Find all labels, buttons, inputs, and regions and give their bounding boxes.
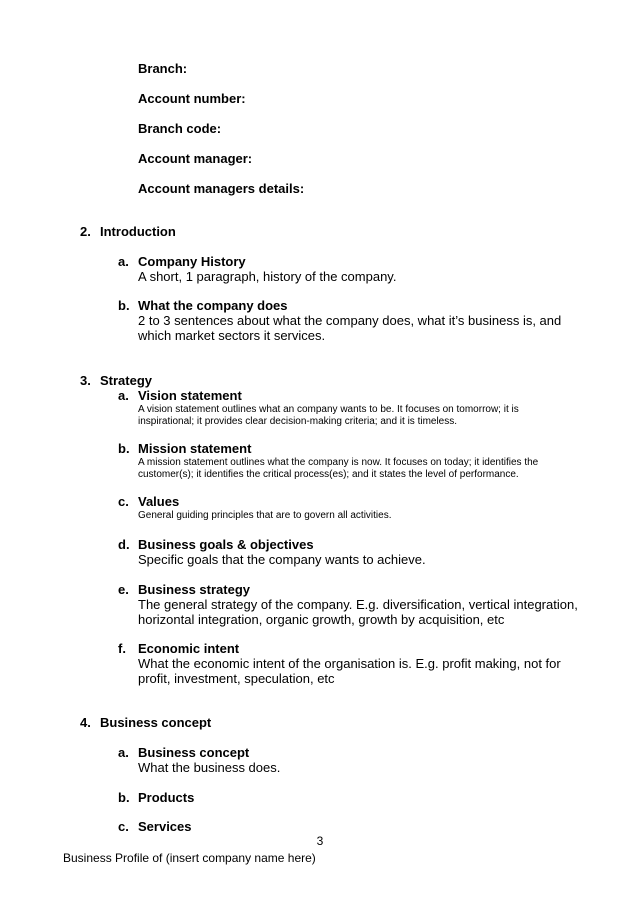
section-title-business-concept: Business concept (100, 715, 212, 730)
item-body-line: Specific goals that the company wants to achieve. (138, 552, 426, 567)
item-body-line: What the economic intent of the organisation is. E.g. profit making, not for (138, 656, 561, 671)
section-number: 2. (80, 224, 91, 239)
item-title-values: Values (138, 494, 180, 509)
item-marker: f. (118, 641, 126, 656)
item-marker: e. (118, 582, 129, 597)
item-body-line: which market sectors it services. (138, 328, 326, 343)
section-title-introduction: Introduction (100, 224, 176, 239)
item-body-line: A vision statement outlines what an company wants to be. It focuses on tomorrow; it is (138, 404, 519, 415)
item-marker: d. (118, 537, 130, 552)
item-marker: a. (118, 254, 129, 269)
item-title-vision-statement: Vision statement (138, 388, 242, 403)
item-title-business-strategy: Business strategy (138, 582, 250, 597)
item-body-line: A mission statement outlines what the company is now. It focuses on today; it identifies the (138, 457, 539, 468)
item-body-line: horizontal integration, organic growth, growth by acquisition, etc (138, 612, 505, 627)
item-title-business-concept: Business concept (138, 745, 250, 760)
item-title-what-the-company-does: What the company does (138, 298, 288, 313)
item-title-business-goals-objectives: Business goals & objectives (138, 537, 314, 552)
footer-text: Business Profile of (insert company name here) (63, 851, 316, 865)
item-title-economic-intent: Economic intent (138, 641, 240, 656)
account-field-account-number: Account number: (138, 91, 246, 106)
item-title-products: Products (138, 790, 195, 805)
account-field-account-managers-details: Account managers details: (138, 181, 305, 196)
section-title-strategy: Strategy (100, 373, 153, 388)
item-marker: c. (118, 819, 129, 834)
item-marker: b. (118, 790, 130, 805)
item-body-line: A short, 1 paragraph, history of the company. (138, 269, 397, 284)
item-title-services: Services (138, 819, 192, 834)
item-marker: a. (118, 745, 129, 760)
item-body-line: 2 to 3 sentences about what the company does, what it’s business is, and (138, 313, 562, 328)
item-body-line: The general strategy of the company. E.g. diversification, vertical integration, (138, 597, 578, 612)
item-marker: b. (118, 441, 130, 456)
section-number: 3. (80, 373, 91, 388)
page-number: 3 (316, 834, 324, 848)
item-title-company-history: Company History (138, 254, 246, 269)
item-marker: a. (118, 388, 129, 403)
account-field-branch: Branch: (138, 61, 188, 76)
item-marker: c. (118, 494, 129, 509)
item-body-line: What the business does. (138, 760, 281, 775)
item-body-line: profit, investment, speculation, etc (138, 671, 335, 686)
item-body-line: inspirational; it provides clear decision-making criteria; and it is timeless. (138, 416, 458, 427)
item-body-line: customer(s); it identifies the critical process(es); and it states the level of performance. (138, 469, 519, 480)
item-title-mission-statement: Mission statement (138, 441, 252, 456)
account-field-account-manager: Account manager: (138, 151, 253, 166)
item-body-line: General guiding principles that are to govern all activities. (138, 510, 392, 521)
account-field-branch-code: Branch code: (138, 121, 222, 136)
section-number: 4. (80, 715, 91, 730)
item-marker: b. (118, 298, 130, 313)
